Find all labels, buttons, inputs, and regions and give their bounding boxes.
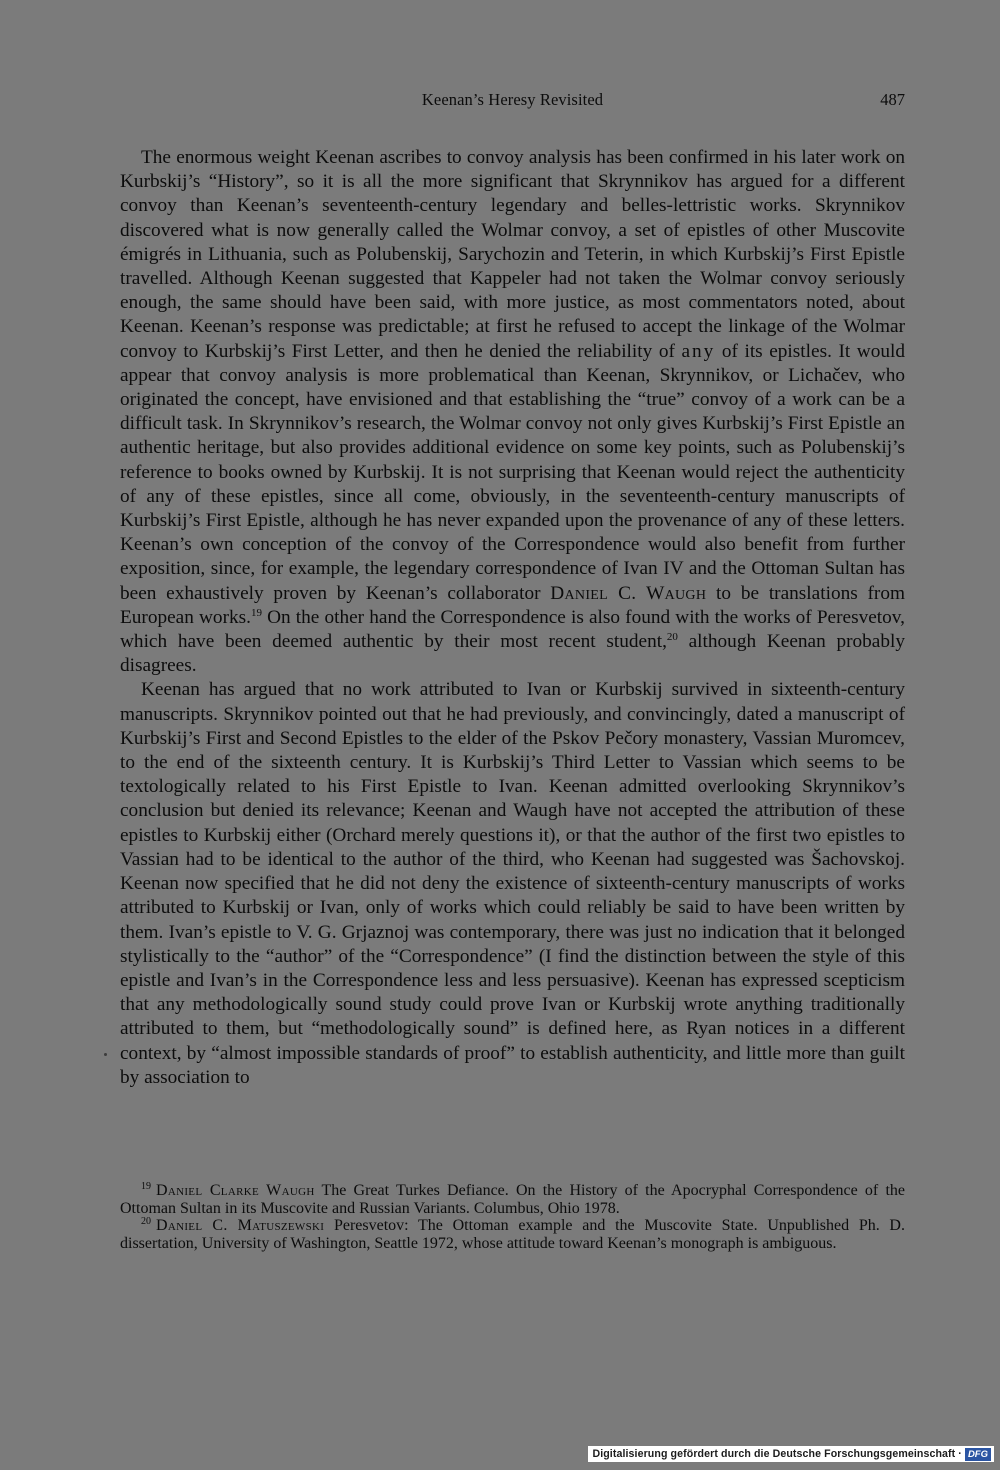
running-head [120, 90, 905, 116]
paragraph-1-text-cont-3: On the other hand the Correspondence is also found with the works of Peresvetov, which have been deemed authentic by their most recent student, [120, 606, 905, 653]
footnote-20 [120, 1217, 905, 1252]
page-number: 487 [880, 90, 905, 109]
footnote-20-text: Peresvetov: The Ottoman example and the Muscovite State. Unpublished Ph. D. dissertation, University of Washington, Seattle 1972, whose attitude toward Keenan’s monograph is ambiguous. [120, 1217, 905, 1252]
dfg-logo-icon: DFG [965, 1448, 991, 1461]
footnote-19-author: Daniel Clarke Waugh [156, 1182, 315, 1199]
footnote-20-author: Daniel C. Matuszewski [156, 1217, 325, 1235]
paragraph-1-text-cont-2: to be translations from European works. [120, 582, 905, 628]
footnote-ref-19[interactable]: 19 [250, 606, 262, 619]
footnotes [120, 1182, 905, 1252]
funding-notice-text: Digitalisierung gefördert durch die Deutsche Forschungsgemeinschaft · [592, 1448, 962, 1460]
scan-speck [104, 1053, 107, 1056]
paragraph-2: Keenan has argued that no work attributed to Ivan or Kurbskij survived in sixteenth-century manuscripts. Skrynnikov pointed out that he had previously, and convincingly, dated a manuscript of Kurbskij’s First and Second Epistles to the elder of the Pskov Pečory monastery, Vassian Muromcev, to the end of the sixteenth century. It is Kurbskij’s Third Letter to Vassian which seems to be textologically related to his First Epistle to Ivan. Keenan admitted overlooking Skrynnikov’s conclusion but denied its relevance; Keenan and Waugh have not accepted the attribution of these epistles to Kurbskij either (Orchard merely questions it), or that the author of the first two epistles to Vassian had to be identical to the author of the third, who Keenan had suggested was Šachovskoj. Keenan now specified that he did not deny the existence of sixteenth-century manuscripts of works attributed to Kurbskij or Ivan, only of works which could reliably be said to have been written by them. Ivan’s epistle to V. G. Grjaznoj was contemporary, there was just no indication that it belonged stylistically to the “author” of the “Correspondence” (I find the distinction between the style of this epistle and Ivan’s in the Correspondence less and less persuasive). Keenan has expressed scepticism that any methodologically sound study could prove Ivan or Kurbskij wrote anything traditionally attributed to them, but “methodologically sound” is defined here, as Ryan notices in a different context, by “almost impossible standards of proof” to establish authenticity, and little more than guilt by association to [120, 679, 905, 1088]
footnote-19-text: The Great Turkes Defiance. On the History of the Apocryphal Correspondence of the Ottoman Sultan in its Muscovite and Russian Variants. Columbus, Ohio 1978. [120, 1182, 905, 1217]
funding-notice[interactable] [588, 1446, 994, 1462]
paragraph-1-emphasis: any [681, 340, 716, 362]
paragraph-1 [120, 146, 905, 678]
footnote-19 [120, 1182, 905, 1217]
footnote-20-number: 20 [141, 1216, 151, 1228]
paragraph-1-text: The enormous weight Keenan ascribes to convoy analysis has been confirmed in his later work on Kurbskij’s “History”, so it is all the more significant that Skrynnikov has argued for a different convoy than Keenan’s seventeenth-century legendary and belles-lettristic works. Skrynnikov discovered what is now generally called the Wolmar convoy, a set of epistles of other Muscovite émigrés in Lithuania, such as Polubenskij, Sarychozin and Teterin, in which Kurbskij’s First Epistle travelled. Although Keenan suggested that Kappeler had not taken the Wolmar convoy seriously enough, the same should have been said, with more justice, as most commentators noted, about Keenan. Keenan’s response was predictable; at first he refused to accept the linkage of the Wolmar convoy to Kurbskij’s First Letter, and then he denied the reliability of [120, 147, 905, 362]
paragraph-1-text-cont: of its epistles. It would appear that convoy analysis is more problematical than Keenan, Skrynnikov, or Lichačev, who originated the concept, have envisioned and that establishing the “true” convoy of a work can be a difficult task. In Skrynnikov’s research, the Wolmar convoy not only gives Kurbskij’s First Epistle an authentic heritage, but also provides additional evidence on some key points, such as Polubenskij’s reference to books owned by Kurbskij. It is not surprising that Keenan would reject the authenticity of any of these epistles, since all come, obviously, in the seventeenth-century manuscripts of Kurbskij’s First Epistle, although he has never expanded upon the provenance of any of these letters. Keenan’s own conception of the convoy of the Correspondence would also benefit from further exposition, since, for example, the legendary correspondence of Ivan IV and the Ottoman Sultan has been exhaustively proven by Keenan’s collaborator [120, 340, 905, 604]
body-text [120, 146, 905, 1090]
running-title: Keenan’s Heresy Revisited [421, 90, 604, 109]
cited-author: Daniel C. Waugh [550, 582, 707, 604]
paragraph-1-text-end: although Keenan probably disagrees. [120, 631, 905, 677]
footnote-ref-20[interactable]: 20 [666, 631, 678, 644]
footnote-19-number: 19 [141, 1181, 151, 1192]
